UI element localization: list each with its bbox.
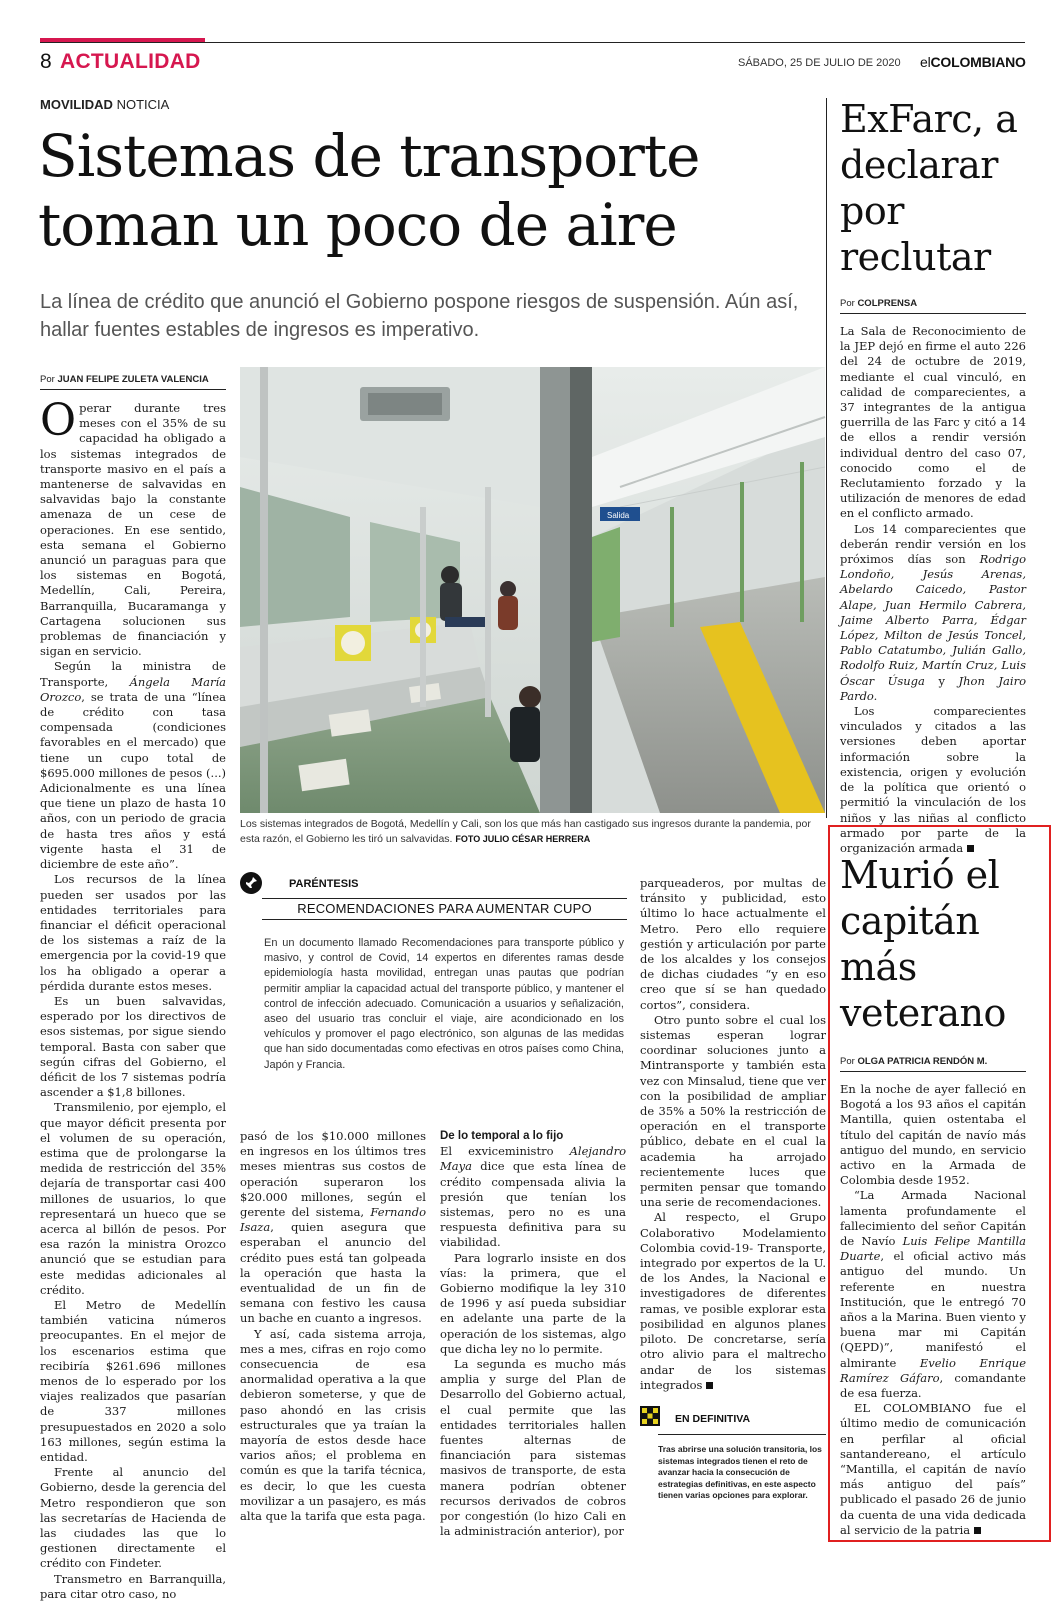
parentesis-box	[240, 868, 627, 1108]
paragraph-text: pasó de los $10.000 millones en ingresos en los últimos tres meses mientras sus costos de operación superaron los $20.000 millones, según el gerente del sistema,	[240, 1129, 426, 1220]
paragraph	[440, 1144, 626, 1250]
article-kicker	[40, 97, 169, 112]
paragraph	[640, 1210, 826, 1392]
paragraph: Otro punto sobre el cual los sistemas esperan lograr coordinar soluciones junto a Mintransporte y también esta vez con Minsalud, tiene que ver con la posibilidad de ampliar de 35% a 50% la restricción de operación en el transporte público, debate en el cual la academia ha arrojado recientemente luces que permiten pensar que tomando una serie de recomendaciones.	[640, 1012, 826, 1210]
paragraph: La Sala de Reconocimiento de la JEP dejó en firme el auto 226 del 24 de octubre de 2019, mediante el cual vinculó, en calidad de comparecientes, a 37 integrantes de la antigua guerrilla de las Farc y citó a 14 de ellos a rendir versión individual dentro del caso 07, conocido como el de Reclutamiento forzado y la utilización de menores de edad en el conflicto armado.	[840, 324, 1026, 521]
sidebar-headline-capitan: Murió el capitán más veterano	[840, 853, 1006, 1035]
subheading: De lo temporal a lo fijo	[440, 1130, 564, 1142]
paragraph: Los recursos de la línea pueden ser usados por las entidades territoriales para financiar el déficit operacional de los sistemas a raíz de la emergencia por la covid-19 que los ha obligado a operar a pérdida durante estos meses.	[40, 872, 226, 993]
paragraph-text: Los comparecientes vinculados y citados a las versiones deben aportar información sobre la existencia, origen y evolución de la política que orientó o permitió la vinculación de los niños y las niñas al conflicto armado por parte de la organización armada	[840, 704, 1026, 855]
article-headline: Sistemas de transporte toman un poco de aire	[38, 122, 700, 259]
newspaper-brand	[920, 54, 1026, 70]
paragraph: parqueaderos, por multas de tránsito y publicidad, esto último lo hace actualmente el Metro. Pero ello requiere gestión y articulación por parte de los alcaldes y los consejos de dichas ciudades “y en eso creo que sí se han quedado cortos”, considera.	[640, 876, 826, 1012]
article-column-4	[640, 876, 826, 1396]
end-mark	[706, 1382, 713, 1389]
person-name: Jhon Jairo Pardo.	[840, 673, 1027, 703]
byline-author: JUAN FELIPE ZULETA VALENCIA	[57, 374, 209, 385]
parentesis-text: En un documento llamado Recomendaciones para transporte público y masivo, y control de Covid, 14 expertos en diferentes ramas desde epidemiología hasta movilidad, entregan unas pautas que podrían permitir ampliar la capacidad actual del transporte público, y mantener el control de infección adecuado. Comunicación a usuarios y señalización, aseo del usuario tras concluir el viaje, aire acondicionado en los vehículos y promover el pago electrónico, son algunas de las medidas que han sido documentadas como efectivas en otros países como China, Japón y Francia.	[264, 937, 624, 1071]
person-name: Fernando Isaza	[240, 1205, 426, 1235]
article-deck: La línea de crédito que anunció el Gobierno pospone riesgos de suspensión. Aún así, hallar fuentes estables de ingresos es imperativo.	[40, 291, 799, 341]
article-column-2	[240, 1129, 426, 1529]
paragraph	[840, 1188, 1026, 1401]
paragraph	[240, 1129, 426, 1327]
paragraph-text: , el oficial activo más antiguo del mundo. Un referente en nuestra Institución, que le entregó 70 años a la Marina. Buen viento y buena mar mi Capitán (QEPD)”, manifestó el almirante	[840, 1249, 1026, 1370]
sidebar-byline-exfarc	[840, 298, 917, 309]
en-definitiva-text: Tras abrirse una solución transitoria, los sistemas integrados tienen el reto de avanzar hacia la consecución de estrategias definitivas, en este aspecto tienen varias opciones para explorar.	[658, 1444, 822, 1501]
pushpin-icon	[240, 872, 262, 894]
paragraph-text: EL COLOMBIANO fue el último medio de comunicación en perfilar al oficial santandereano, el artículo “Mantilla, el capitán de navío más antiguo del país” publicado el pasado 26 de junio da cuenta de una vida dedicada al servicio de la patria	[840, 1401, 1026, 1537]
caption-text: Los sistemas integrados de Bogotá, Medellín y Cali, son los que más han castigado sus ingresos durante la pandemia, por esta razón, el Gobierno les tiró un salvavidas.	[240, 818, 811, 845]
paragraph-text: Los 14 comparecientes que deberán rendir versión en los próximos días son	[840, 521, 1026, 567]
paragraph: El Metro de Medellín también vaticina números preocupantes. En el mejor de los escenarios estima que recibiría $261.696 millones menos de lo esperado por los viajes realizados que pasarían de 337 millones presupuestados en 2020 a solo 163 millones, según estima la entidad.	[40, 1297, 226, 1465]
person-name: Ángela María Orozco	[40, 674, 226, 704]
paragraph-text: , comandante de esa fuerza.	[840, 1370, 1026, 1401]
byline-prefix: Por	[40, 374, 55, 385]
article-byline	[40, 374, 209, 385]
person-name: Luis Felipe Mantilla Duarte	[840, 1234, 1026, 1264]
paragraph-text: El exviceministro	[440, 1144, 554, 1159]
byline-prefix: Por	[840, 1056, 855, 1067]
sidebar-byline-capitan	[840, 1056, 987, 1067]
paragraph-text: dice que esta línea de crédito compensada alivia la presión que tenían los sistemas, pero no es una respuesta definitiva para su viabilidad.	[440, 1159, 626, 1250]
byline-prefix: Por	[840, 298, 855, 309]
person-name: Evelio Enrique Ramírez Gáfaro	[840, 1355, 1026, 1385]
paragraph: Transmilenio, por ejemplo, el que mayor déficit presenta por el volumen de su operación, estima que de prolongarse la medida de restricción del 35% dejaría de transportar casi 400 millones de usuarios, lo que representará un hueco que se acerca al billón de pesos. Por esa razón la ministra Orozco anunció que se estudian para este medidas adicionales al crédito.	[40, 1100, 226, 1297]
header-rule	[40, 42, 1025, 43]
page-number: 8	[40, 50, 52, 73]
paragraph: Y así, cada sistema arroja, mes a mes, cifras en rojo como consecuencia de esa anormalidad operativa a la que debieron someterse, y que de paso ahondó en las crisis estructurales que ya traían la mayoría de estos desde hace varios años; el problema en común es que la tarifa técnica, es decir, lo que les cuesta movilizar a un pasajero, es más alta que la tarifa que esta paga.	[240, 1326, 426, 1524]
paragraph-text: y	[938, 673, 945, 688]
sidebar-body-capitan	[840, 1082, 1026, 1537]
paragraph: Frente al anuncio del Gobierno, desde la gerencia del Metro respondieron que son las secretarías de Hacienda de las ciudades las que lo gestionen directamente el crédito con Findeter.	[40, 1465, 226, 1571]
byline-rule	[840, 1071, 1026, 1072]
paragraph: En la noche de ayer falleció en Bogotá a los 93 años el capitán Mantilla, quien ostentaba el título del capitán de navío más antiguo del mundo, en servicio activo en la Armada de Colombia desde 1952.	[840, 1082, 1026, 1188]
metro-car-interior-illustration	[240, 367, 825, 813]
exit-sign-text: Salida	[607, 511, 630, 520]
paragraph	[840, 1401, 1026, 1538]
paragraph-text: , se trata de una “línea de crédito con tasa compensada (condiciones favorables en el mercado) que tiene un cupo total de $695.000 millones de pesos (...) Adicionalmente es una línea que tiene un plazo de hasta 10 años, con un periodo de gracia de hasta tres años y está vigente hasta el 31 de diciembre de este año”.	[40, 689, 226, 872]
paragraph-text: , quien asegura que esperaban el anuncio del crédito pues está tan golpeada la operación que hasta la eventualidad de un fin de semana con festivo les causa un bache en cuanto a ingresos.	[240, 1220, 426, 1326]
sidebar-body-exfarc	[840, 324, 1027, 855]
issue-date: SÁBADO, 25 DE JULIO DE 2020	[738, 57, 901, 69]
byline-rule	[840, 313, 1026, 314]
byline-rule	[40, 389, 226, 390]
photo-caption	[240, 817, 825, 847]
paragraph-text: Al respecto, el Grupo Colaborativo Modelamiento Colombia covid-19- Transporte, integrado por expertos de la U. de los Andes, la Nacional e investigadores de diferentes ramas, ve posible explorar esta posibilidad en algunos planes piloto. De concretarse, sería otro alivio para el maltrecho andar de los sistemas integrados	[640, 1210, 826, 1392]
paragraph: Transmetro en Barranquilla, para citar otro caso, no	[40, 1571, 226, 1601]
person-name: Alejandro Maya	[440, 1144, 626, 1174]
sidebar-divider	[826, 98, 827, 818]
paragraph-text: “La Armada Nacional lamenta profundamente el fallecimiento del señor Capitán de Navío	[840, 1188, 1026, 1249]
person-names: Rodrigo Londoño, Jesús Arenas, Abelardo Caicedo, Pastor Alape, Juan Hermilo Cabrera, Jaime Alberto Parra, Édgar López, Milton de Jesús Toncel, Pablo Catatumbo, Julián Gallo, Rodolfo Ruiz, Martín Cruz, Luis Óscar Úsuga	[840, 552, 1026, 688]
article-column-1	[40, 395, 226, 1601]
checker-icon	[640, 1406, 660, 1426]
article-column-3	[440, 1129, 626, 1539]
drop-cap: O	[40, 395, 77, 446]
parentesis-label: PARÉNTESIS	[289, 878, 359, 890]
paragraph	[40, 395, 226, 659]
byline-author: OLGA PATRICIA RENDÓN M.	[857, 1056, 988, 1067]
paragraph	[40, 659, 226, 872]
paragraph: Para lograrlo insiste en dos vías: la primera, que el Gobierno modifique la ley 310 de 1996 y así pueda subsidiar en adelante una parte de la operación de los sistemas, algo que dicha ley no lo permite.	[440, 1250, 626, 1356]
en-definitiva-label: EN DEFINITIVA	[675, 1413, 751, 1425]
byline-author: COLPRENSA	[857, 298, 918, 309]
paragraph: Es un buen salvavidas, esperado por los directivos de esos sistemas, por sigue siendo temporal. Basta con saber que según cifras del Gobierno, el déficit de los 7 sistemas podría ascender a $1,8 billones.	[40, 993, 226, 1100]
brand-name: COLOMBIANO	[930, 54, 1026, 70]
paragraph	[840, 522, 1026, 704]
kicker-topic: MOVILIDAD	[40, 97, 113, 112]
kicker-type: NOTICIA	[116, 97, 170, 112]
end-mark	[974, 1527, 981, 1534]
brand-prefix: el	[920, 54, 931, 70]
paragraph-text: perar durante tres meses con el 35% de su capacidad ha obligado a los sistemas integrados de transporte masivo en el país a mantenerse de salvavidas en salvavidas bajo la constante amenaza de un cese de operaciones. En ese sentido, esta semana el Gobierno anunció un paraguas para que los sistemas en Bogotá, Medellín, Cali, Pereira, Barranquilla, Bucaramanga y Cartagena solucionen sus problemas de financiación y sigan en servicio.	[40, 401, 226, 659]
sidebar-headline-exfarc: ExFarc, a declarar por reclutar	[840, 97, 1018, 279]
paragraph-text: Según la ministra de Transporte,	[40, 659, 226, 689]
section-name: ACTUALIDAD	[60, 50, 201, 73]
photo-credit: FOTO JULIO CÉSAR HERRERA	[455, 834, 591, 844]
parentesis-title: RECOMENDACIONES PARA AUMENTAR CUPO	[262, 898, 627, 920]
paragraph: La segunda es mucho más amplia y surge del Plan de Desarrollo del Gobierno actual, el cual permite que las entidades territoriales hallen fuentes alternas de financiación para sistemas masivos de transporte, de esta manera podrían obtener recursos derivados de cobros por congestión (lo hizo Cali en la administración anterior), por	[440, 1357, 626, 1539]
definitiva-rule	[658, 1434, 826, 1435]
article-photo	[240, 367, 825, 813]
